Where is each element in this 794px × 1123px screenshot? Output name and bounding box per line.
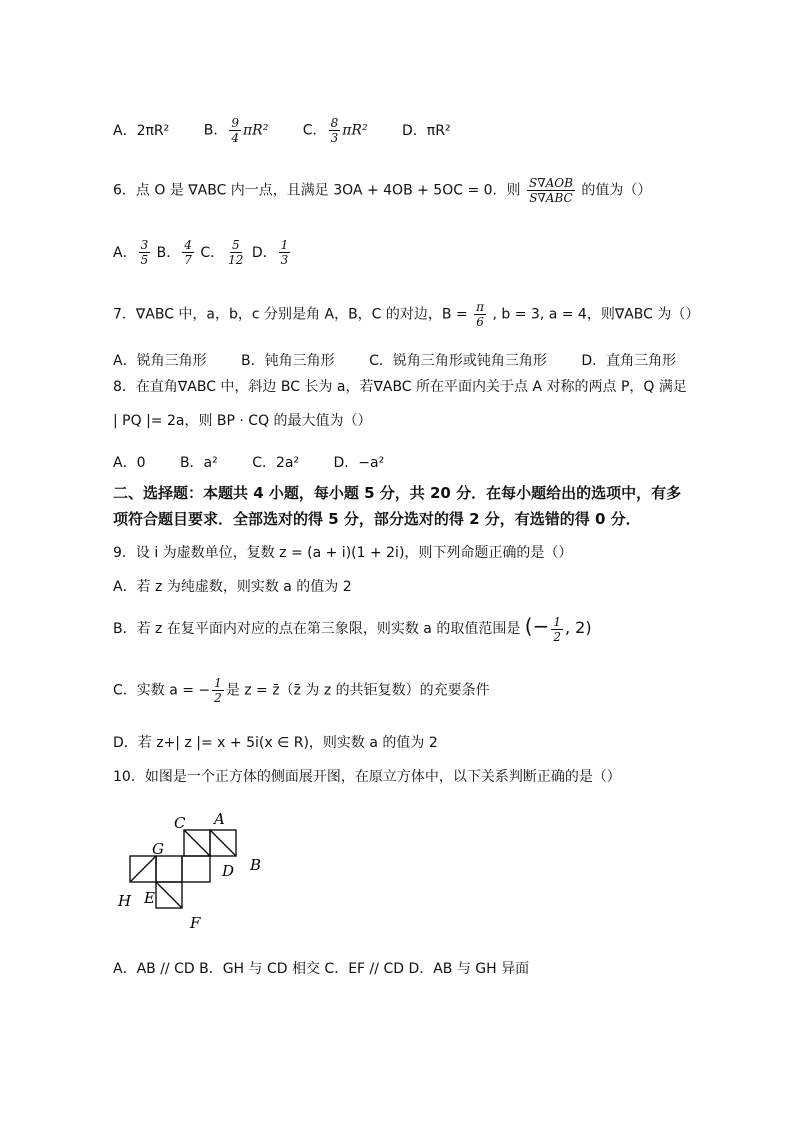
q5-option-a: A．2πR² [113,122,170,139]
label-c: C [174,814,186,832]
q10-options: A．AB // CD B．GH 与 CD 相交 C．EF // CD D．AB 与 GH 异面 [113,961,530,977]
section2-heading-line2: 项符合题目要求．全部选对的得 5 分，部分选对的得 2 分，有选错的得 0 分． [113,510,641,528]
q5-option-d: D．πR² [402,122,451,139]
q9-option-d: D．若 z+| z |= x + 5i(x ∈ R)，则实数 a 的值为 2 [113,735,438,751]
q6-option-c: C． $\frac{5}{12}$ [200,238,244,267]
label-d: D [222,862,235,880]
q7-options [113,350,706,370]
q8-option-a: A．0 [113,455,146,471]
q8-stem-line1: 8．在直角∇ABC 中，斜边 BC 长为 a，若∇ABC 所在平面内关于点 A 对称的两点 P，Q 满足 [113,379,687,395]
q7-option-d: D．直角三角形 [581,353,677,369]
label-b: B [250,856,262,874]
q9-option-b: B．若 z 在复平面内对应的点在第三象限，则实数 a 的取值范围是 (− $\frac{1}{2}$ , 2) [113,614,592,644]
label-f: F [190,914,201,932]
q8-options [113,452,414,472]
q5-option-c: C． $\frac{8}{3}$ πR² [302,116,368,145]
q7-option-b: B．钝角三角形 [241,353,335,369]
q5-option-b: B． $\frac{9}{4}$ πR² [203,116,269,145]
q5-options [113,116,481,145]
label-e: E [144,889,155,907]
q6-option-b: B． $\frac{4}{7}$ [156,238,192,267]
q7-option-c: C．锐角三角形或钝角三角形 [369,353,547,369]
label-a: A [214,810,225,828]
q8-stem-line2: | PQ |= 2a，则 BP · CQ 的最大值为（） [113,413,372,429]
q9-option-c: C．实数 a = − $\frac{1}{2}$ 是 z = z̄（z̄ 为 z 的共钜复数）的充要条件 [113,676,490,705]
q7-stem: 7．∇ABC 中，a，b，c 分别是角 A，B，C 的对边，B = $\frac{\pi}{6}$ , b = 3, a = 4，则∇ABC 为（） [113,300,700,329]
q6-option-d: D． $\frac{1}{3}$ [251,238,289,267]
section2-heading-line1: 二、选择题：本题共 4 小题，每小题 5 分，共 20 分．在每小题给出的选项中，有多 [113,484,682,502]
q6-option-a: A． $\frac{3}{5}$ [113,238,149,267]
cube-net-diagram [110,808,280,936]
q10-stem: 10．如图是一个正方体的侧面展开图，在原立方体中，以下关系判断正确的是（） [113,769,621,785]
q9-option-a: A．若 z 为纯虚数，则实数 a 的值为 2 [113,579,352,595]
label-h: H [118,892,132,910]
q8-option-d: D．−a² [333,455,385,471]
q7-option-a: A．锐角三角形 [113,353,207,369]
q8-option-c: C．2a² [252,455,300,471]
label-g: G [152,840,164,858]
q9-stem: 9．设 i 为虚数单位，复数 z = (a + i)(1 + 2i)，则下列命题正确的是（） [113,545,573,561]
q6-options [113,238,292,267]
q8-option-b: B．a² [179,455,218,471]
q6-stem: 6．点 O 是 ∇ABC 内一点，且满足 3OA + 4OB + 5OC = 0．则 $\frac{\text{S∇AOB}}{\text{S∇ABC}}$ 的值为（） [113,176,652,205]
